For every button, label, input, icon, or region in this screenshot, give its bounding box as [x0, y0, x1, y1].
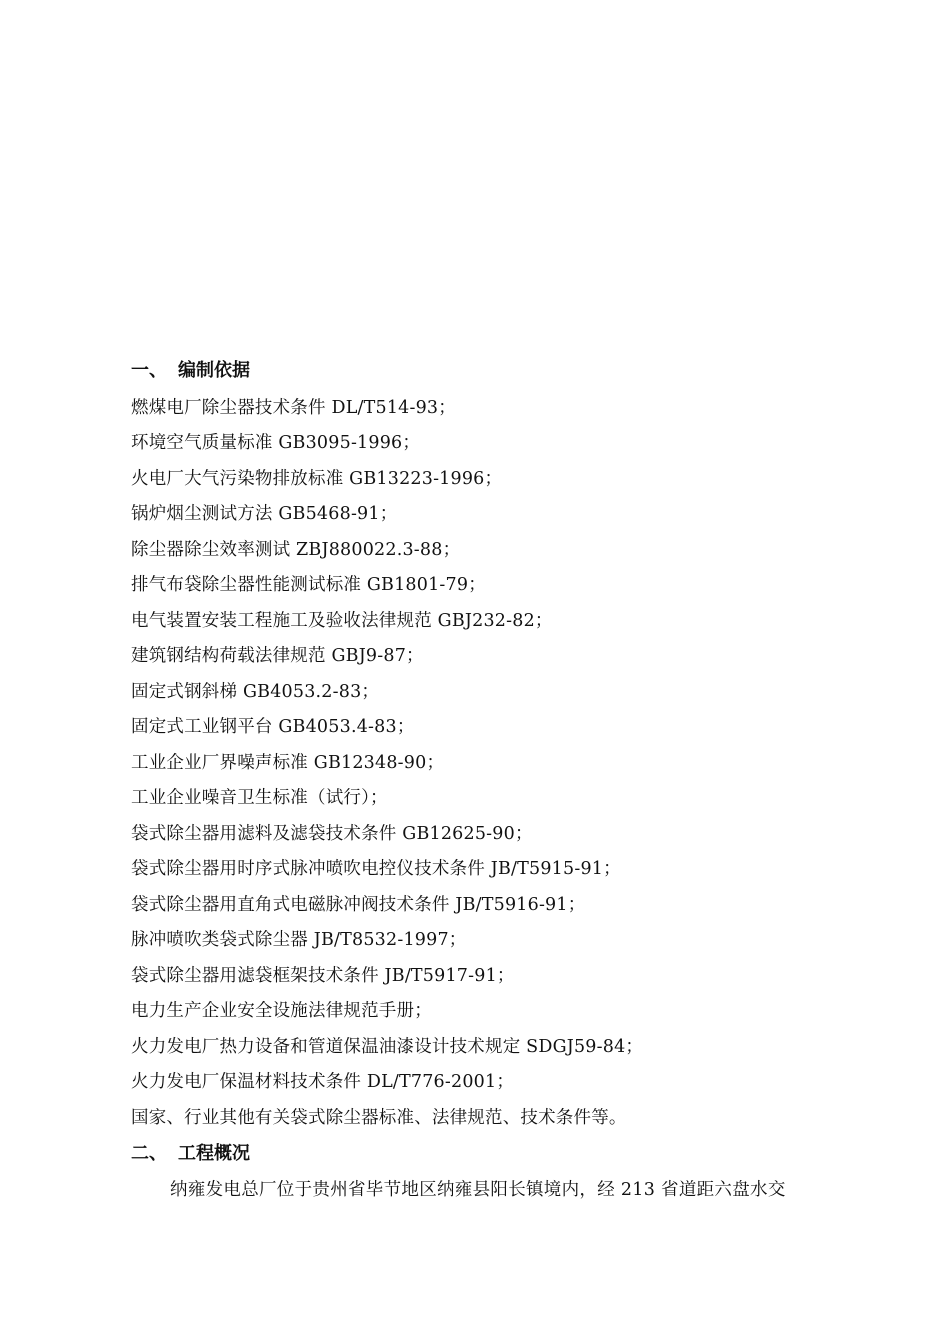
standard-item-15: 袋式除尘器用直角式电磁脉冲阀技术条件 JB/T5916-91；: [131, 895, 586, 915]
standard-item-4: 锅炉烟尘测试方法 GB5468-91；: [131, 504, 398, 524]
section-1-title: 编制依据: [178, 360, 250, 381]
section-2-number: 二、: [131, 1143, 167, 1164]
project-overview-paragraph: 纳雍发电总厂位于贵州省毕节地区纳雍县阳长镇境内，经 213 省道距六盘水交: [170, 1180, 786, 1200]
standard-item-7: 电气装置安装工程施工及验收法律规范 GBJ232-82；: [131, 611, 553, 631]
standard-item-18: 电力生产企业安全设施法律规范手册；: [131, 1001, 432, 1021]
standard-item-17: 袋式除尘器用滤袋框架技术条件 JB/T5917-91；: [131, 966, 515, 986]
standard-item-20: 火力发电厂保温材料技术条件 DL/T776-2001；: [131, 1072, 515, 1092]
section-1-number: 一、: [131, 360, 167, 381]
standard-item-1: 燃煤电厂除尘器技术条件 DL/T514-93；: [131, 398, 456, 418]
standard-item-3: 火电厂大气污染物排放标准 GB13223-1996；: [131, 469, 503, 489]
standard-item-9: 固定式钢斜梯 GB4053.2-83；: [131, 682, 380, 702]
standard-item-12: 工业企业噪音卫生标准（试行）；: [131, 788, 388, 808]
standard-item-5: 除尘器除尘效率测试 ZBJ880022.3-88；: [131, 540, 461, 560]
section-2-heading: [131, 1142, 250, 1166]
section-2-title: 工程概况: [178, 1143, 250, 1164]
standard-item-21: 国家、行业其他有关袋式除尘器标准、法律规范、技术条件等。: [131, 1108, 627, 1128]
section-1-heading: [131, 359, 250, 383]
standard-item-8: 建筑钢结构荷载法律规范 GBJ9-87；: [131, 646, 424, 666]
standard-item-14: 袋式除尘器用时序式脉冲喷吹电控仪技术条件 JB/T5915-91；: [131, 859, 621, 879]
standard-item-10: 固定式工业钢平台 GB4053.4-83；: [131, 717, 415, 737]
standard-item-13: 袋式除尘器用滤料及滤袋技术条件 GB12625-90；: [131, 824, 533, 844]
standard-item-11: 工业企业厂界噪声标准 GB12348-90；: [131, 753, 445, 773]
standard-item-2: 环境空气质量标准 GB3095-1996；: [131, 433, 421, 453]
standard-item-6: 排气布袋除尘器性能测试标准 GB1801-79；: [131, 575, 486, 595]
standard-item-19: 火力发电厂热力设备和管道保温油漆设计技术规定 SDGJ59-84；: [131, 1037, 644, 1057]
standard-item-16: 脉冲喷吹类袋式除尘器 JB/T8532-1997；: [131, 930, 467, 950]
